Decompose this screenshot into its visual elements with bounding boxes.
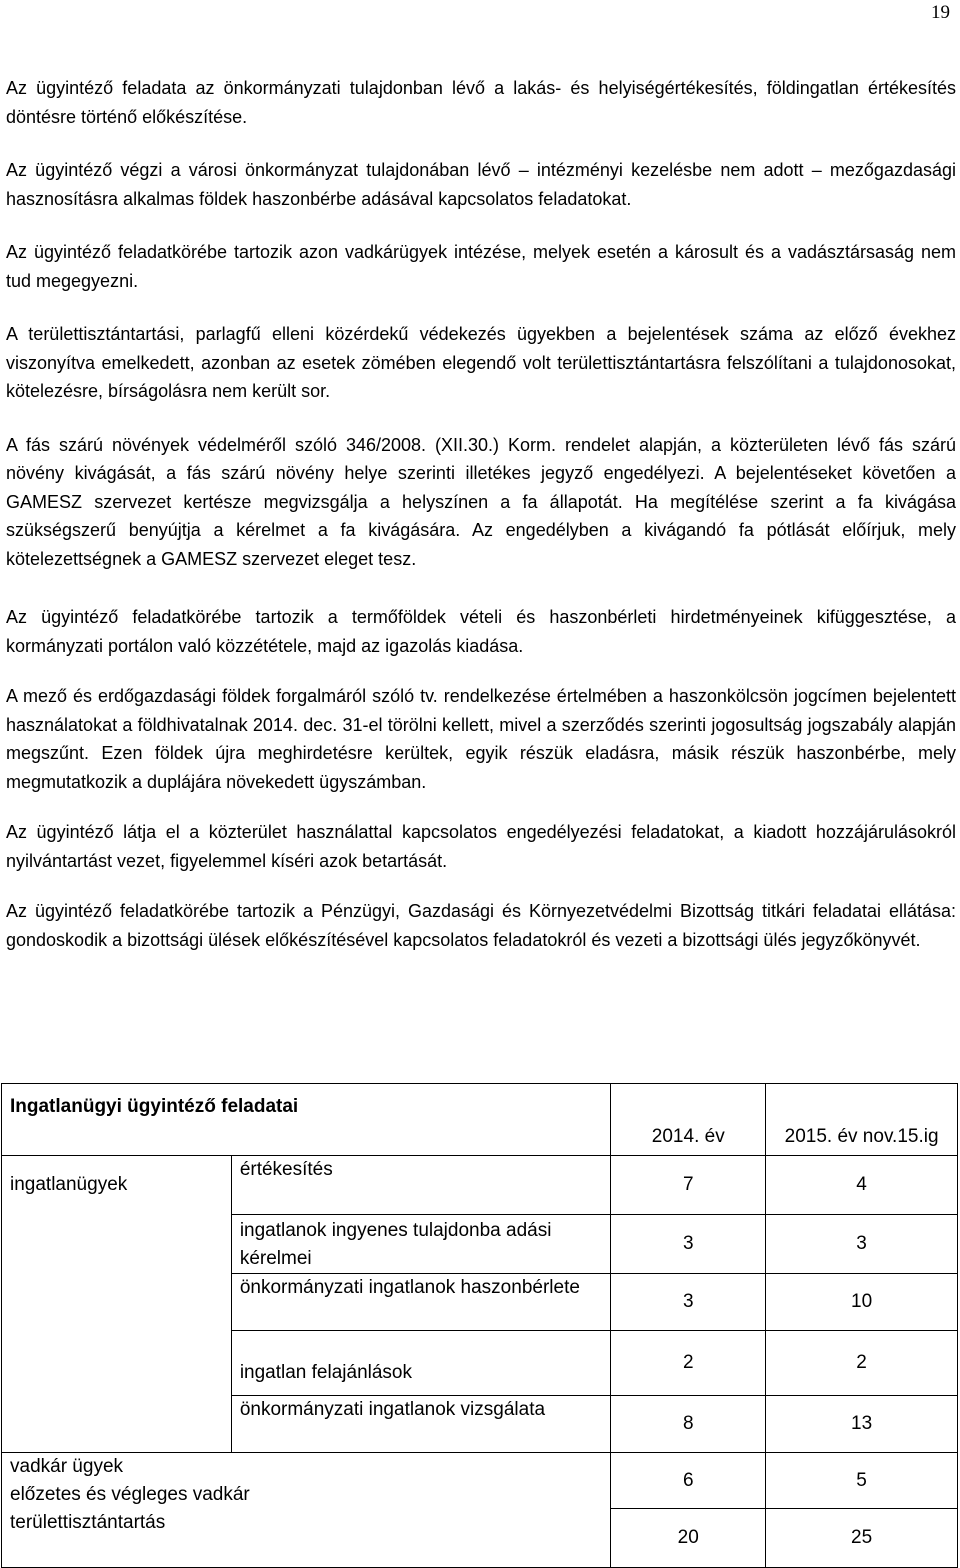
paragraph-land-lease: Az ügyintéző végzi a városi önkormányzat tulajdonában lévő – intézményi kezelésbe nem adott – mezőgazdasági hasznosításra alkalmas földek haszonbérbe adásával kapcsolatos feladatokat. [6, 160, 956, 209]
row-label: önkormányzati ingatlanok vizsgálata [231, 1396, 611, 1453]
paragraph-public-space: Az ügyintéző látja el a közterület használattal kapcsolatos engedélyezési feladatokat, a kiadott hozzájárulásokról nyilvántartást vezet, figyelemmel kíséri azok betartását. [6, 822, 956, 871]
value-2014: 2 [611, 1331, 766, 1396]
value-2014: 20 [611, 1509, 766, 1568]
label-vadkar: előzetes és végleges vadkár [10, 1484, 250, 1505]
column-header-2014: 2014. év [611, 1084, 766, 1156]
row-label: önkormányzati ingatlanok haszonbérlete [231, 1274, 611, 1331]
document-body [6, 74, 956, 1009]
paragraph-committee: Az ügyintéző feladatkörébe tartozik a Pénzügyi, Gazdasági és Környezetvédelmi Bizottság titkári feladatai ellátása: gondoskodik a bizottsági ülések előkészítésével kapcsolatos feladatokról és vezeti a bizottsági ülés jegyzőkönyvét. [6, 901, 956, 950]
value-2014: 6 [611, 1453, 766, 1509]
value-2015: 25 [766, 1509, 958, 1568]
value-2015: 2 [766, 1331, 958, 1396]
paragraph-land-notices: Az ügyintéző feladatkörébe tartozik a termőföldek vételi és haszonbérleti hirdetményeinek kifüggesztése, a kormányzati portálon való közzététele, majd az igazolás kiadása. [6, 607, 956, 656]
value-2015: 10 [766, 1274, 958, 1331]
paragraph-land-turnover: A mező és erdőgazdasági földek forgalmáról szóló tv. rendelkezése értelmében a haszonkölcsön jogcímen bejelentett használatokat a földhivatalnak 2014. dec. 31-el törölni kellett, mivel a szerződés szerinti jogosultság jogszabály alapján megszűnt. Ezen földek újra meghirdetésre kerültek, egyik részük eladásra, másik részük haszonbérbe, mely megmutatkozik a duplájára növekedett ügyszámban. [6, 686, 956, 792]
value-2014: 3 [611, 1215, 766, 1274]
row-label: ingatlan felajánlások [231, 1331, 611, 1396]
page-number: 19 [931, 2, 950, 23]
paragraph-tree-felling: A fás szárú növények védelméről szóló 346/2008. (XII.30.) Korm. rendelet alapján, a közterületen lévő fás szárú növény kivágását, a fás szárú növény helye szerinti illetékes jegyző engedélyezi. A bejelentéseket követően a GAMESZ szervezet kertésze megvizsgálja a helyszínen a fa állapotát. Ha megítélése szerint a fa kivágása szükségszerű benyújtja a kérelmet a fa kivágására. Az engedélyben a kivágandó fa pótlását előírjuk, mely kötelezettségnek a GAMESZ szervezet eleget tesz. [6, 434, 956, 569]
value-2014: 3 [611, 1274, 766, 1331]
paragraph-game-damage: Az ügyintéző feladatkörébe tartozik azon vadkárügyek intézése, melyek esetén a károsult és a vadásztársaság nem tud megegyezni. [6, 242, 956, 291]
row-label: értékesítés [231, 1156, 611, 1215]
table-header-row [2, 1084, 958, 1156]
label-teruletisztantartas: területtisztántartás [10, 1512, 166, 1533]
table-row [2, 1156, 958, 1215]
value-2015: 13 [766, 1396, 958, 1453]
bottom-labels-cell [2, 1453, 611, 1568]
table-title: Ingatlanügyi ügyintéző feladatai [2, 1084, 611, 1156]
row-label: ingatlanok ingyenes tulajdonba adási kérelmei [231, 1215, 611, 1274]
paragraph-property-sales: Az ügyintéző feladata az önkormányzati tulajdonban lévő a lakás- és helyiségértékesítés, földingatlan értékesítés döntésre történő előkészítése. [6, 78, 956, 127]
column-header-2015: 2015. év nov.15.ig [766, 1084, 958, 1156]
table-row [2, 1453, 958, 1509]
value-2015: 3 [766, 1215, 958, 1274]
paragraph-ragweed: A területtisztántartási, parlagfű elleni közérdekű védekezés ügyekben a bejelentések száma az előző évekhez viszonyítva emelkedett, azonban az esetek zömében elegendő volt területtisztántartásra felszólítani a tulajdonosokat, kötelezésre, bírságolásra nem került sor. [6, 324, 956, 401]
value-2015: 4 [766, 1156, 958, 1215]
label-vadkar-ugyek: vadkár ügyek [10, 1456, 124, 1477]
value-2014: 8 [611, 1396, 766, 1453]
group-label-ingatlanugyek: ingatlanügyek [2, 1156, 232, 1453]
property-tasks-table [1, 1083, 958, 1568]
value-2015: 5 [766, 1453, 958, 1509]
value-2014: 7 [611, 1156, 766, 1215]
